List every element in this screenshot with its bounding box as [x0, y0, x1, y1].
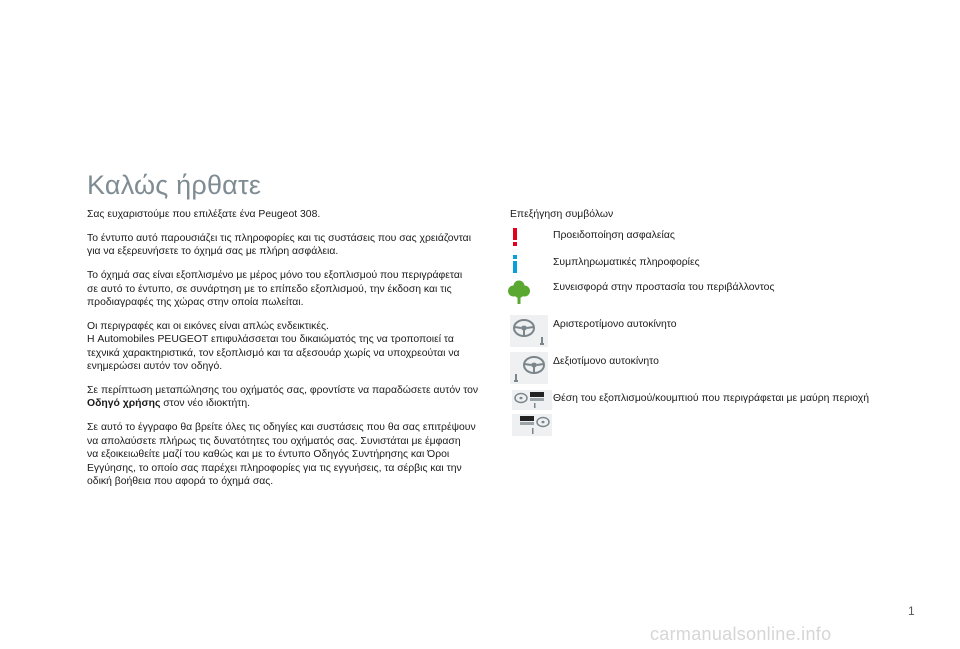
- text-line: Σε περίπτωση μεταπώλησης του οχήματός σας, φροντίστε να παραδώσετε αυτόν τον: [87, 385, 479, 397]
- paragraph-guidance: [87, 421, 497, 488]
- paragraph-disclaimer: [87, 320, 497, 374]
- paragraph-thanks: [87, 208, 497, 221]
- watermark: carmanualsonline.info: [650, 624, 832, 644]
- legend-text-info: Συμπληρωματικές πληροφορίες: [553, 257, 700, 268]
- text-line: να εξοικειωθείτε μαζί του καθώς και με το έντυπο Οδηγός Συντήρησης και Όροι: [87, 449, 450, 461]
- page-number: 1: [908, 604, 915, 618]
- text-line: Σας ευχαριστούμε που επιλέξατε ένα Peugeot 308.: [87, 209, 321, 220]
- environment-tree-icon: [508, 280, 530, 309]
- info-icon: [511, 255, 519, 278]
- text-line: Εγγύησης, το οποίο σας παρέχει πληροφορίες για τις εγγυήσεις, τα σέρβις και την: [87, 462, 462, 474]
- legend-text-rhd: Δεξιοτίμονο αυτοκίνητο: [553, 356, 659, 367]
- text-line: να απολαύσετε πλήρως τις δυνατότητες του οχήματός σας. Συνιστάται με έμφαση: [87, 435, 461, 447]
- page-title: Καλώς ήρθατε: [87, 170, 262, 200]
- text-fragment: στον νέο ιδιοκτήτη.: [160, 398, 250, 410]
- text-line: Σε αυτό το έγγραφο θα βρείτε όλες τις οδηγίες και συστάσεις που θα σας επιτρέψουν: [87, 422, 476, 434]
- left-hand-drive-icon: [510, 315, 548, 352]
- legend-text-environment: Συνεισφορά στην προστασία του περιβάλλοντος: [553, 282, 775, 293]
- equipment-location-rhd-icon: [512, 414, 552, 441]
- handbook-name: Οδηγό χρήσης: [87, 398, 161, 410]
- text-line: Το έντυπο αυτό παρουσιάζει τις πληροφορίες και τις συστάσεις που σας χρειάζονται: [87, 232, 471, 244]
- equipment-location-icon: [512, 390, 552, 415]
- symbols-legend-heading: Επεξήγηση συμβόλων: [510, 209, 614, 220]
- text-line: για να εξερευνήσετε το όχημά σας με πλήρη ασφάλεια.: [87, 246, 339, 258]
- warning-exclamation-icon: [511, 228, 519, 251]
- legend-text-warning: Προειδοποίηση ασφαλείας: [553, 230, 675, 241]
- text-line: Οι περιγραφές και οι εικόνες είναι απλώς ενδεικτικές.: [87, 320, 329, 332]
- legend-text-equipment-location: Θέση του εξοπλισμού/κουμπιού που περιγράφεται με μαύρη περιοχή: [553, 393, 870, 404]
- text-line: τεχνικά χαρακτηριστικά, τον εξοπλισμό και τα αξεσουάρ χωρίς να υποχρεούται να: [87, 347, 460, 359]
- text-line: οδική βοήθεια που αφορά το όχημά σας.: [87, 476, 274, 487]
- text-line: Το όχημά σας είναι εξοπλισμένο με μέρος μόνο του εξοπλισμού που περιγράφεται: [87, 270, 463, 282]
- text-line: προδιαγραφές της χώρας στην οποία πωλείται.: [87, 297, 304, 309]
- paragraph-document-purpose: [87, 232, 497, 259]
- paragraph-equipment: [87, 269, 497, 309]
- text-line: ενημερώσει αυτόν τον οδηγό.: [87, 361, 223, 373]
- right-hand-drive-icon: [510, 352, 548, 389]
- text-line: [87, 397, 497, 410]
- paragraph-resale: [87, 384, 497, 411]
- intro-text-column: [87, 208, 497, 499]
- text-line: σε αυτό το έντυπο, σε συνάρτηση με το επίπεδο εξοπλισμού, την έκδοση και τις: [87, 283, 452, 295]
- legend-text-lhd: Αριστεροτίμονο αυτοκίνητο: [553, 319, 677, 330]
- text-line: Η Automobiles PEUGEOT επιφυλάσσεται του δικαιώματός της να τροποποιεί τα: [87, 334, 454, 346]
